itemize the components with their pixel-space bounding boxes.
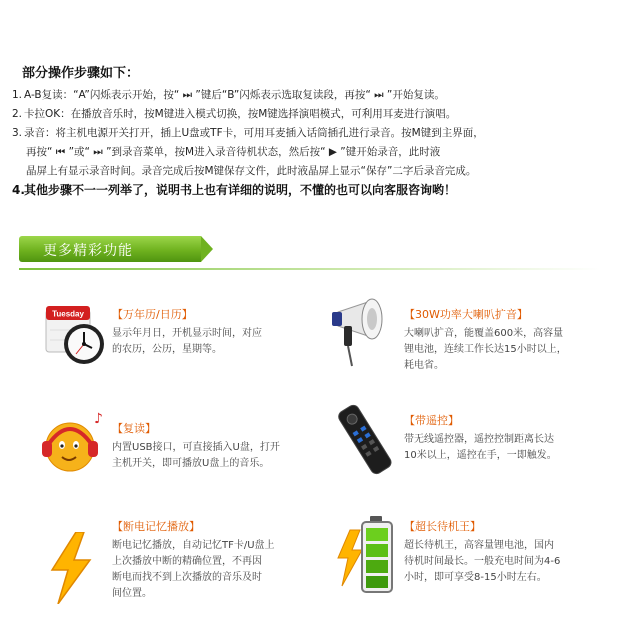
step-number: 4. bbox=[12, 183, 25, 197]
feature-line: 显示年月日，开机显示时间，对应 bbox=[112, 328, 262, 339]
feature-title: 【万年历/日历】 bbox=[112, 308, 193, 321]
banner-arrow bbox=[201, 236, 213, 262]
feature-line: 锂电池，连续工作长达15小时以上， bbox=[404, 344, 567, 355]
step-3 bbox=[12, 124, 612, 143]
banner-label: 更多精彩功能 bbox=[43, 243, 133, 259]
feature-line: 的农历，公历，星期等。 bbox=[112, 344, 222, 355]
step-number: 1. bbox=[12, 89, 23, 101]
calendar-clock-icon bbox=[40, 300, 108, 368]
feature-description bbox=[112, 326, 312, 358]
step-4 bbox=[12, 181, 612, 200]
feature-title: 【复读】 bbox=[112, 422, 156, 435]
step-text: 卡拉OK：在播放音乐时，按M键进入模式切换，按M键选择演唱模式，可利用耳麦进行演唱。 bbox=[24, 108, 457, 120]
feature-title: 【带遥控】 bbox=[404, 414, 459, 427]
remote-control-icon bbox=[326, 404, 402, 476]
step-1 bbox=[12, 86, 612, 105]
feature-title: 【断电记忆播放】 bbox=[112, 520, 200, 533]
feature-line: 10米以上，遥控在手，一即触发。 bbox=[404, 450, 557, 461]
steps-list bbox=[12, 86, 612, 200]
feature-description bbox=[404, 432, 604, 464]
headphone-smiley-icon bbox=[36, 405, 110, 479]
feature-title: 【30W功率大喇叭扩音】 bbox=[404, 308, 528, 321]
step-number: 2. bbox=[12, 108, 23, 120]
feature-line: 断电记忆播放，自动记忆TF卡/U盘上 bbox=[112, 540, 275, 551]
feature-megaphone bbox=[404, 306, 604, 374]
feature-line: 待机时间最长。一般充电时间为4-6 bbox=[404, 556, 561, 567]
feature-line: 内置USB接口，可直接插入U盘，打开 bbox=[112, 442, 280, 453]
feature-description bbox=[112, 440, 312, 472]
feature-description bbox=[404, 326, 604, 374]
feature-description bbox=[112, 538, 322, 602]
feature-line: 小时，即可享受8-15小时左右。 bbox=[404, 572, 547, 583]
step-text: 晶屏上有显示录音时间。录音完成后按M键保存文件，此时液晶屏上显示“保存”二字后录音完成。 bbox=[26, 165, 477, 177]
feature-line: 带无线遥控器，遥控控制距离长达 bbox=[404, 434, 554, 445]
feature-remote bbox=[404, 412, 604, 464]
feature-description bbox=[404, 538, 604, 586]
step-3-line-3 bbox=[12, 162, 612, 181]
feature-repeat bbox=[112, 420, 312, 472]
step-number: 3. bbox=[12, 127, 23, 139]
section-banner bbox=[19, 236, 600, 272]
feature-line: 断电而找不到上次播放的音乐及时 bbox=[112, 572, 262, 583]
step-text: 录音：将主机电源开关打开，插上U盘或TF卡，可用耳麦插入话筒插孔进行录音。按M键到主界面， bbox=[24, 127, 484, 139]
battery-icon bbox=[336, 512, 402, 596]
svg-text:♪: ♪ bbox=[94, 411, 103, 427]
feature-battery bbox=[404, 518, 604, 586]
steps-title: 部分操作步骤如下： bbox=[22, 66, 140, 81]
lightning-icon bbox=[46, 532, 94, 604]
feature-line: 上次播放中断的精确位置，不再因 bbox=[112, 556, 262, 567]
feature-line: 大喇叭扩音，能覆盖600米，高容量 bbox=[404, 328, 564, 339]
feature-memory bbox=[112, 518, 322, 602]
feature-line: 耗电省。 bbox=[404, 360, 444, 371]
step-text: 其他步骤不一一列举了，说明书上也有详细的说明，不懂的也可以向客服咨询哟！ bbox=[24, 183, 457, 197]
step-text: A-B复读：“A”闪烁表示开始，按“ ⏭ ”键后“B”闪烁表示选取复读段，再按“ ⏭ ”开始复读。 bbox=[24, 89, 445, 101]
step-text: 再按“ ⏮ ”或“ ⏭ ”到录音菜单，按M进入录音待机状态，然后按“ ▶ ”键开始录音，此时液 bbox=[26, 146, 441, 158]
step-2 bbox=[12, 105, 612, 124]
feature-line: 超长待机王，高容量锂电池，国内 bbox=[404, 540, 554, 551]
megaphone-icon bbox=[328, 290, 398, 370]
feature-calendar bbox=[112, 306, 312, 358]
calendar-day-label: Tuesday bbox=[52, 309, 84, 319]
feature-line: 主机开关，即可播放U盘上的音乐。 bbox=[112, 458, 270, 469]
feature-line: 间位置。 bbox=[112, 588, 152, 599]
step-3-line-2 bbox=[12, 143, 612, 162]
banner-underline bbox=[19, 268, 600, 270]
feature-title: 【超长待机王】 bbox=[404, 520, 481, 533]
